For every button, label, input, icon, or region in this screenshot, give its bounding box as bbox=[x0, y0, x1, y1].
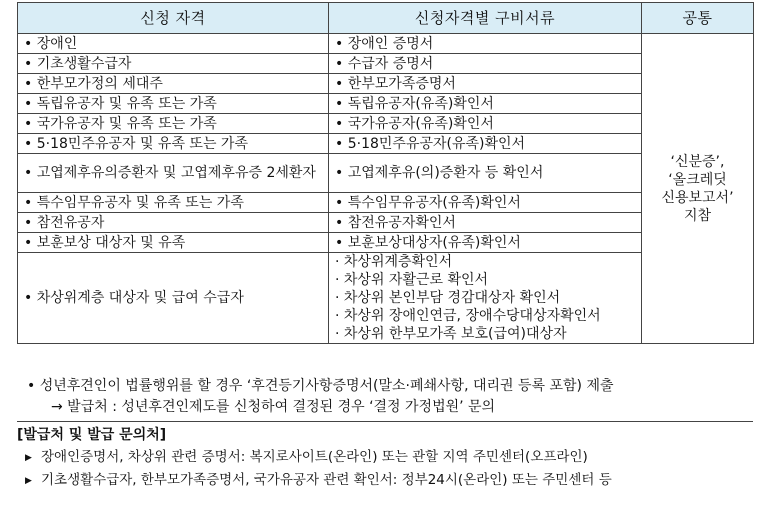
qualification-cell: • 장애인 bbox=[18, 34, 329, 54]
issuer-note: → 발급처 : 성년후견인제도를 신청하여 결정된 경우 ‘결정 가정법원’ 문의 bbox=[51, 399, 496, 415]
qualification-cell: • 독립유공자 및 유족 또는 가족 bbox=[18, 94, 329, 114]
issuer-item-text: 장애인증명서, 차상위 관련 증명서: 복지로사이트(온라인) 또는 관할 지역 주민센터(오프라인) bbox=[41, 449, 588, 465]
qualification-cell: • 보훈보상 대상자 및 유족 bbox=[18, 233, 329, 253]
qualification-cell: • 기초생활수급자 bbox=[18, 54, 329, 74]
document-list-cell bbox=[329, 253, 642, 344]
guardian-note: • 성년후견인이 법률행위를 할 경우 ‘후견등기사항증명서(말소·폐쇄사항, 대리권 등록 포함) 제출 bbox=[27, 378, 614, 394]
document-cell: • 보훈보상대상자(유족)확인서 bbox=[329, 233, 642, 253]
qualification-cell: • 차상위계층 대상자 및 급여 수급자 bbox=[18, 253, 329, 344]
qualification-cell: • 한부모가정의 세대주 bbox=[18, 74, 329, 94]
issuer-item bbox=[17, 446, 753, 469]
common-line: ‘올크레딧 bbox=[668, 171, 727, 188]
qualification-cell: • 5·18민주유공자 및 유족 또는 가족 bbox=[18, 134, 329, 154]
qualification-cell: • 특수임무유공자 및 유족 또는 가족 bbox=[18, 193, 329, 213]
triangle-bullet-icon: ▶ bbox=[25, 453, 32, 463]
document-cell: • 독립유공자(유족)확인서 bbox=[329, 94, 642, 114]
document-cell: • 장애인 증명서 bbox=[329, 34, 642, 54]
common-line: 지참 bbox=[683, 207, 712, 224]
issuer-item bbox=[17, 469, 753, 492]
document-cell: • 고엽제후유(의)증환자 등 확인서 bbox=[329, 154, 642, 193]
document-item: · 차상위 자활근로 확인서 bbox=[335, 271, 635, 289]
document-cell: • 참전유공자확인서 bbox=[329, 213, 642, 233]
document-cell: • 특수임무유공자(유족)확인서 bbox=[329, 193, 642, 213]
qualification-cell: • 국가유공자 및 유족 또는 가족 bbox=[18, 114, 329, 134]
document-cell: • 5·18민주유공자(유족)확인서 bbox=[329, 134, 642, 154]
qualification-cell: • 고엽제후유의증환자 및 고엽제후유증 2세환자 bbox=[18, 154, 329, 193]
document-item: · 차상위 한부모가족 보호(급여)대상자 bbox=[335, 325, 635, 343]
document-item: · 차상위 본인부담 경감대상자 확인서 bbox=[335, 289, 635, 307]
header-documents: 신청자격별 구비서류 bbox=[329, 3, 642, 34]
section-title: [발급처 및 발급 문의처] bbox=[17, 421, 753, 446]
common-requirement-cell bbox=[642, 34, 754, 344]
notes-section bbox=[17, 376, 753, 492]
document-cell: • 수급자 증명서 bbox=[329, 54, 642, 74]
eligibility-table bbox=[17, 2, 754, 344]
common-line: 신용보고서’ bbox=[661, 189, 734, 206]
document-item: · 차상위계층확인서 bbox=[335, 253, 635, 271]
qualification-cell: • 참전유공자 bbox=[18, 213, 329, 233]
header-qualification: 신청 자격 bbox=[18, 3, 329, 34]
document-cell: • 국가유공자(유족)확인서 bbox=[329, 114, 642, 134]
triangle-bullet-icon: ▶ bbox=[25, 476, 32, 486]
document-item: · 차상위 장애인연금, 장애수당대상자확인서 bbox=[335, 307, 635, 325]
common-line: ‘신분증’, bbox=[670, 153, 725, 170]
document-cell: • 한부모가족증명서 bbox=[329, 74, 642, 94]
header-common: 공통 bbox=[642, 3, 754, 34]
issuer-item-text: 기초생활수급자, 한부모가족증명서, 국가유공자 관련 확인서: 정부24시(온라인) 또는 주민센터 등 bbox=[41, 472, 612, 488]
